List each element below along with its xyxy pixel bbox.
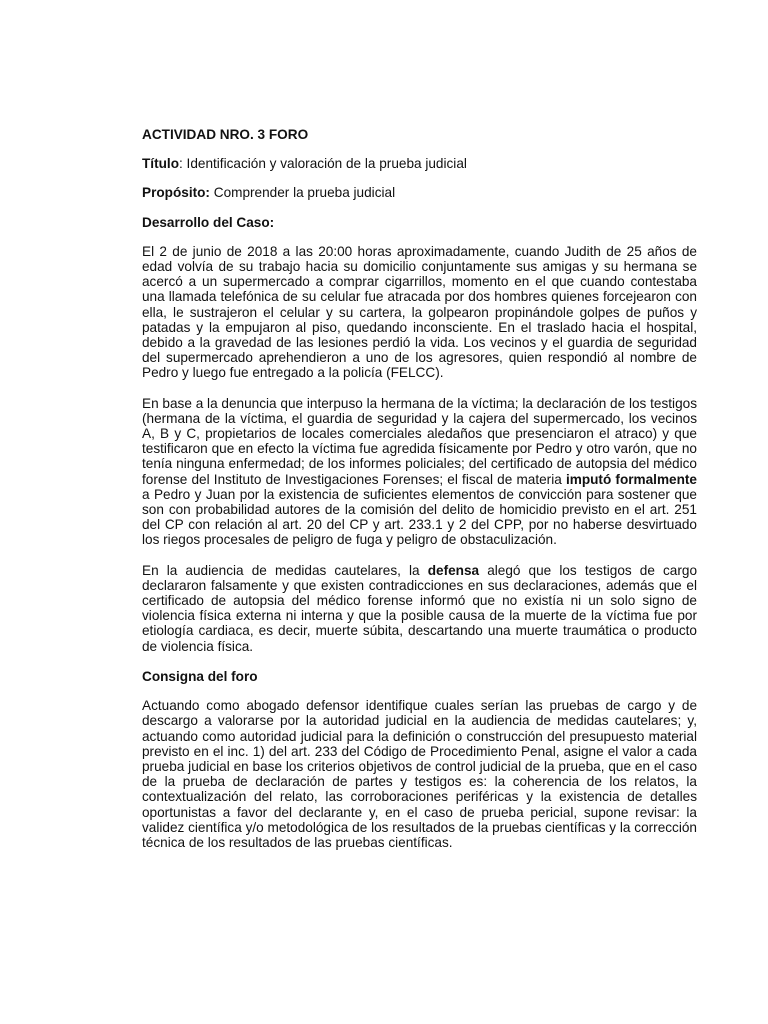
titulo-value: : Identificación y valoración de la prueba judicial — [179, 156, 467, 172]
paragraph-2-text-end: a Pedro y Juan por la existencia de suficientes elementos de convicción para sostener que son con probabilidad autores de la comisión del delito de homicidio previsto en el art. 251 del CP con relación al art. 20 del CP y art. 233.1 y 2 del CPP, por no haberse desvirtuado los riegos procesales de peligro de fuga y peligro de obstaculización. — [142, 486, 697, 548]
case-paragraph-1: El 2 de junio de 2018 a las 20:00 horas aproximadamente, cuando Judith de 25 años de edad volvía de su trabajo hacia su domicilio conjuntamente sus amigas y su hermana se acercó a un supermercado a comprar cigarrillos, momento en el que cuando contestaba una llamada telefónica de su celular fue atracada por dos hombres quienes forcejearon con ella, le sustrajeron el celular y su cartera, la golpearon propinándole golpes de puños y patadas y la empujaron al piso, quedando inconsciente. En el traslado hacia el hospital, debido a la gravedad de las lesiones perdió la vida. Los vecinos y el guardia de seguridad del supermercado aprehendieron a uno de los agresores, quien respondió al nombre de Pedro y luego fue entregado a la policía (FELCC). — [142, 243, 697, 381]
paragraph-3-text-end: alegó que los testigos de cargo declararon falsamente y que existen contradicciones en sus declaraciones, además que el certificado de autopsia del médico forense informó que no existía ni un solo signo de violencia física externa ni interna y que la posible causa de la muerte de la víctima fue por etiología cardiaca, es decir, muerte súbita, descartando una muerte traumática o producto de violencia física. — [142, 562, 698, 654]
paragraph-3-bold-text: defensa — [427, 562, 480, 578]
consigna-heading: Consigna del foro — [142, 668, 258, 684]
paragraph-2-text-start: En base a la denuncia que interpuso la hermana de la víctima; la declaración de los testigos (hermana de la víctima, el guardia de seguridad y la cajera del supermercado, los vecinos A, B y C, propietarios de locales comerciales aledaños que presenciaron el atraco) y que testificaron que en efecto la víctima fue agredida físicamente por Pedro y otro varón, que no tenía ninguna enfermedad; de los informes policiales; del certificado de autopsia del médico forense del Instituto de Investigaciones Forenses; el fiscal de materia — [142, 395, 697, 487]
case-paragraph-3 — [142, 563, 697, 654]
titulo-line — [142, 156, 697, 171]
paragraph-2-bold-text: imputó formalmente — [565, 471, 697, 487]
titulo-label: Título — [142, 156, 179, 172]
document-title: ACTIVIDAD NRO. 3 FORO — [142, 127, 309, 142]
proposito-label: Propósito: — [142, 185, 210, 201]
proposito-value: Comprender la prueba judicial — [209, 185, 396, 201]
document-page — [142, 127, 697, 865]
proposito-line — [142, 185, 697, 200]
paragraph-3-text-start: En la audiencia de medidas cautelares, la — [142, 562, 428, 578]
desarrollo-heading: Desarrollo del Caso: — [142, 214, 275, 230]
consigna-paragraph: Actuando como abogado defensor identifique cuales serían las pruebas de cargo y de descargo a valorarse por la autoridad judicial en la audiencia de medidas cautelares; y, actuando como autoridad judicial para la definición o construcción del presupuesto material previsto en el inc. 1) del art. 233 del Código de Procedimiento Penal, asigne el valor a cada prueba judicial en base los criterios objetivos de control judicial de la prueba, que en el caso de la prueba de declaración de partes y testigos es: la coherencia de los relatos, la contextualización del relato, las corroboraciones periféricas y la existencia de detalles oportunistas a favor del declarante y, en el caso de prueba pericial, supone revisar: la validez científica y/o metodológica de los resultados de la pruebas científicas y la corrección técnica de los resultados de las pruebas científicas. — [142, 698, 697, 850]
case-paragraph-2 — [142, 396, 697, 548]
